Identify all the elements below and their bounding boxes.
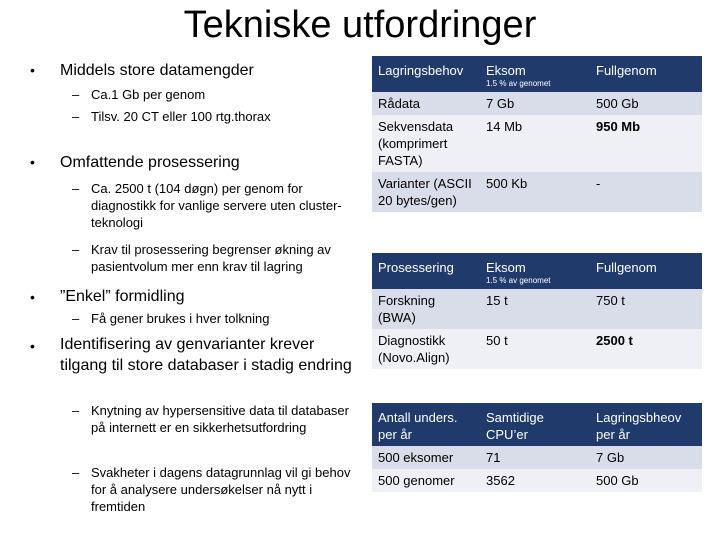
sub-bullet-text: Krav til prosessering begrenser økning av pasientvolum mer enn krav til lagring [91, 242, 331, 274]
sub-bullet [72, 108, 362, 125]
sub-bullet [72, 180, 362, 231]
sub-bullet [72, 464, 362, 515]
table-cell: 750 t [590, 289, 702, 329]
sub-bullet-text: Tilsv. 20 CT eller 100 rtg.thorax [91, 109, 271, 124]
table-row [372, 289, 702, 329]
table-cell: Forskning (BWA) [372, 289, 480, 329]
sub-bullet [72, 86, 362, 103]
header-cell-label: Eksom [486, 260, 526, 275]
volume-table [372, 403, 702, 492]
table-header-row [372, 253, 702, 289]
sub-bullet-text: Få gener brukes i hver tolkning [91, 311, 270, 326]
table-cell: 500 Kb [480, 172, 590, 212]
bullet-dot: • [30, 289, 35, 305]
sub-bullet-text: Knytning av hypersensitive data til databaser på internett er en sikkerhetsutfordring [91, 403, 349, 435]
dash-symbol: – [72, 87, 80, 102]
table-row [372, 469, 702, 492]
header-cell: Prosessering [372, 253, 480, 289]
header-cell: Lagringsbheov per år [590, 403, 702, 446]
table-cell: 50 t [480, 329, 590, 369]
sub-bullet-text: Ca.1 Gb per genom [91, 87, 206, 102]
table-row [372, 446, 702, 469]
table-cell: Diagnostikk (Novo.Align) [372, 329, 480, 369]
header-cell: Antall unders. per år [372, 403, 480, 446]
table-row [372, 172, 702, 212]
table-cell: 950 Mb [590, 115, 702, 172]
table-row [372, 92, 702, 115]
header-cell-label: Eksom [486, 63, 526, 78]
table-cell: 500 genomer [372, 469, 480, 492]
table-header-row [372, 56, 702, 92]
table-cell: 3562 [480, 469, 590, 492]
table-cell: 14 Mb [480, 115, 590, 172]
dash-symbol: – [72, 181, 80, 196]
table-row [372, 115, 702, 172]
table-cell: Rådata [372, 92, 480, 115]
header-note: 1.5 % av genomet [486, 276, 551, 285]
bullet-4: Identifisering av genvarianter krever tilgang til store databaser i stadig endring [60, 336, 352, 374]
table-cell: 2500 t [590, 329, 702, 369]
table-cell: 500 Gb [590, 92, 702, 115]
dash-symbol: – [72, 311, 80, 326]
dash-symbol: – [72, 403, 80, 418]
table-cell: 500 Gb [590, 469, 702, 492]
table-cell: - [590, 172, 702, 212]
dash-symbol: – [72, 242, 80, 257]
header-cell: Fullgenom [590, 56, 702, 92]
table-cell: 71 [480, 446, 590, 469]
header-note: 1.5 % av genomet [486, 79, 551, 88]
bullet-dot: • [30, 154, 35, 170]
slide-title: Tekniske utfordringer [183, 4, 537, 46]
table-cell: 500 eksomer [372, 446, 480, 469]
header-cell: Fullgenom [590, 253, 702, 289]
table-cell: 7 Gb [480, 92, 590, 115]
bullet-3: ”Enkel” formidling [60, 288, 185, 305]
processing-table [372, 253, 702, 369]
table-cell: 7 Gb [590, 446, 702, 469]
table-header-row [372, 403, 702, 446]
dash-symbol: – [72, 109, 80, 124]
header-cell: Samtidige CPU’er [480, 403, 590, 446]
bullet-1: Middels store datamengder [60, 62, 254, 79]
sub-bullet [72, 310, 362, 327]
sub-bullet [72, 402, 362, 436]
table-cell: Varianter (ASCII 20 bytes/gen) [372, 172, 480, 212]
sub-bullet [72, 241, 362, 275]
header-cell [480, 56, 590, 92]
bullet-2: Omfattende prosessering [60, 154, 240, 171]
table-cell: 15 t [480, 289, 590, 329]
table-row [372, 329, 702, 369]
storage-table [372, 56, 702, 212]
header-cell: Lagringsbehov [372, 56, 480, 92]
sub-bullet-text: Svakheter i dagens datagrunnlag vil gi behov for å analysere undersøkelser nå nytt i fremtiden [91, 465, 351, 514]
table-cell: Sekvensdata (komprimert FASTA) [372, 115, 480, 172]
sub-bullet-text: Ca. 2500 t (104 døgn) per genom for diagnostikk for vanlige servere uten cluster-teknologi [91, 181, 342, 230]
bullet-dot: • [30, 338, 35, 354]
bullet-dot: • [30, 62, 35, 78]
header-cell [480, 253, 590, 289]
dash-symbol: – [72, 465, 80, 480]
